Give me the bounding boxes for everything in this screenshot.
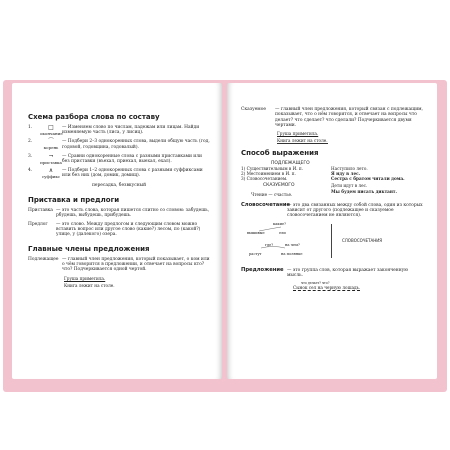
subject-text: — главный член предложения, который показывает, о ком или о чём говорится в предложении, и отвечает на вопросы кто? что? Подчеркивается одной чертой.: [62, 256, 210, 273]
scheme-num: 2.: [28, 139, 33, 145]
root-icon: ⌒ корень: [43, 138, 59, 151]
expression-example: Сестра с братом читали дома.: [331, 176, 405, 182]
prefix-row: [28, 208, 210, 219]
preposition-text: — это слово. Между предлогом и следующим словом можно вставить вопрос или другое слово (какие?) лесом, по (какой?) улице, у (далекого) озера.: [56, 221, 201, 238]
scheme-example: пересадка, безвкусный: [91, 183, 147, 189]
subject-term: Подлежащее: [28, 256, 59, 262]
scheme-num: 3.: [28, 153, 33, 159]
tree-question: какие?: [273, 221, 287, 226]
phrase-row: [241, 203, 423, 219]
scheme-title: Схема разбора слова по составу: [28, 113, 160, 121]
scheme-text: — Сравни однокоренные слова с разными приставками или без приставки (въехал, приехал, выехал, ехал).: [62, 153, 202, 164]
scheme-item-suffix: [28, 168, 210, 179]
prefix-term: Приставка: [28, 208, 53, 214]
tree-question: на чем?: [285, 242, 300, 247]
prefix-text: — это часть слова, которая пишется слитно со словом: забудешь, рбудешь, выбудешь, прибудешь.: [56, 208, 210, 219]
parts-title: Приставка и предлоги: [28, 196, 120, 205]
predicate-example-2: Книга лежит на столе.: [277, 138, 328, 144]
scheme-text: — Подбери 1–2 однокоренных слова с разными суффиксами или без них (дом, домик, домищ).: [62, 167, 203, 179]
predicate-row: [241, 107, 423, 128]
phrase-text: — это два связанных между собой слова, один из которых зависит от другого (подлежащее и сказуемое словосочетанием не являются).: [287, 202, 423, 219]
expression-grid: [241, 166, 423, 181]
subject-example-2: Книга лежит на столе.: [64, 282, 115, 288]
expression-list: [241, 166, 331, 181]
predicate-term: Сказуемое: [241, 107, 266, 112]
subject-row: [28, 257, 210, 273]
left-page-content: [28, 113, 210, 290]
predicate-head-example: Дети идут в лес.: [331, 183, 368, 189]
expression-list-item: 3) Словосочетанием.: [241, 176, 288, 182]
expression-list-item: 2) Местоимением в И. п.: [241, 171, 296, 177]
scheme-item-root: [28, 139, 210, 150]
right-page-content: [241, 107, 423, 292]
sentence-term: Предложение: [241, 266, 284, 273]
phrase-bracket: [331, 224, 336, 258]
tree-word: ели: [279, 230, 286, 235]
scheme-num: 1.: [28, 125, 33, 130]
predicate-head-example: Чтение — счастье.: [251, 191, 293, 197]
preposition-row: [28, 222, 210, 238]
tree-question: где?: [265, 242, 274, 247]
preposition-term: Предлог: [28, 221, 48, 227]
expression-example: Наступило лето.: [331, 166, 368, 172]
subject-head: ПОДЛЕЖАЩЕГО: [271, 161, 310, 167]
predicate-grid: [241, 183, 423, 196]
suffix-icon: ∧ суффикс: [41, 166, 61, 179]
expression-examples: [331, 166, 423, 181]
predicate-col: [241, 183, 331, 196]
phrase-label: СЛОВОСОЧЕТАНИЯ: [342, 237, 383, 243]
sentence-marks: что делает? что?: [301, 281, 330, 286]
expression-title: Способ выражения: [241, 149, 319, 158]
scheme-item-ending: [28, 125, 210, 136]
sentence-row: [241, 268, 423, 279]
expression-example: Я иду в лес.: [331, 171, 361, 177]
predicate-text: — главный член предложения, который связан с подлежащим, показывает, что о нём говорится, и отвечает на вопросы что делает? что сделает? что сделали? Подчеркивается двумя чертами.: [275, 107, 423, 128]
left-page: [12, 83, 222, 379]
ending-icon: □ окончание: [40, 124, 63, 136]
sentence-text: — это группа слов, которая выражает законченную мысль.: [287, 267, 409, 278]
right-page: [227, 83, 437, 379]
tree-word: вышивые: [247, 230, 265, 235]
predicate-head: СКАЗУЕМОГО: [263, 183, 295, 189]
tree-word: на полянке: [281, 251, 303, 256]
expression-list-item: 1) Существительным в И. п.: [241, 166, 304, 172]
scheme-text: — Изменяем слово по числам, падежам или лицам. Найди изменяемую часть (лиса, у лисиц).: [62, 125, 200, 136]
prefix-icon: ¬ приставка: [40, 152, 62, 165]
subject-example-1: Груша приметила.: [64, 275, 106, 281]
phrase-tree: [241, 222, 327, 262]
predicate-example-1: Груша приметила.: [277, 131, 319, 137]
members-title: Главные члены предложения: [28, 244, 150, 253]
phrase-term: Словосочетание: [241, 201, 290, 208]
tree-word: растут: [249, 251, 262, 256]
scheme-text: — Подбери 2–3 однокоренных слова, выдели общую часть (год, годовой, годовщина, годовалый).: [62, 139, 210, 150]
phrase-diagram: [241, 222, 423, 262]
sentence-example: Сынок сел на черную лошадь.: [293, 285, 361, 291]
predicate-examples: [331, 183, 423, 196]
scheme-num: 4.: [28, 167, 33, 173]
scheme-item-prefix: [28, 154, 210, 165]
tree-arrows-icon: [241, 222, 327, 262]
predicate-head-example: Мы будем писать диктант.: [331, 188, 397, 194]
